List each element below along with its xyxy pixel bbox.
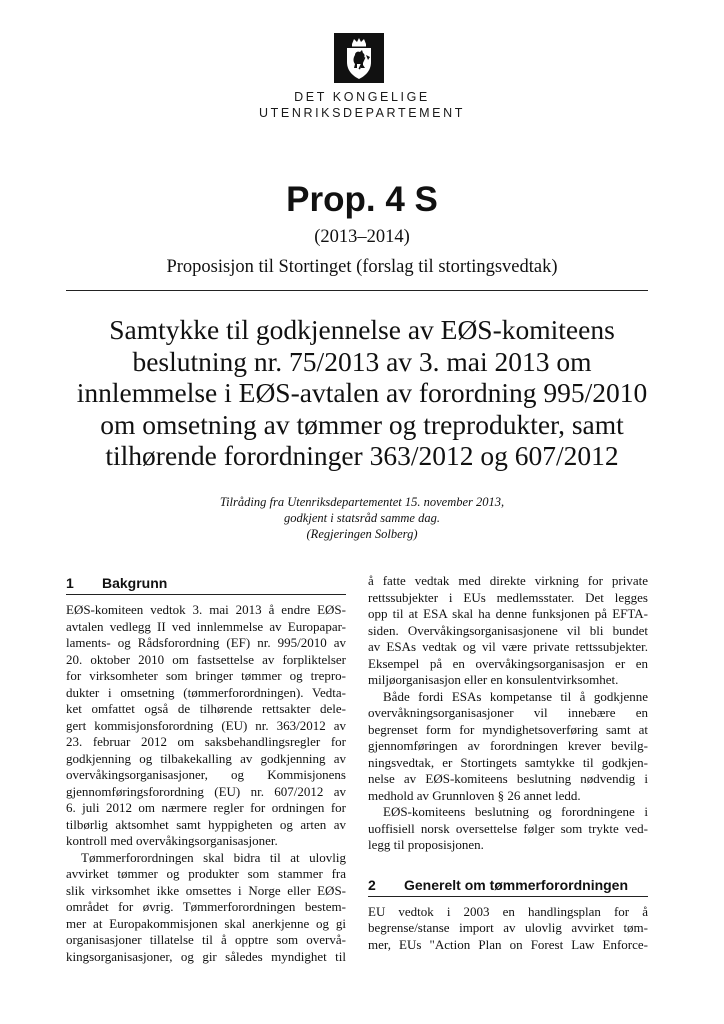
text-line: tilbørlig aktsomhet samt hyppigheten og arten av <box>66 816 346 832</box>
session-years: (2013–2014) <box>314 227 410 247</box>
text-line: Både fordi ESAs kompetanse til å godkjenne <box>383 688 648 704</box>
section-number: 2 <box>368 876 376 893</box>
text-line: gjennomføringsforordning (EU) nr. 607/2012 av <box>66 783 346 799</box>
recommendation-line: (Regjeringen Solberg) <box>306 527 418 541</box>
text-line: 6. juli 2012 om nærmere regler for ordningen for <box>66 800 346 815</box>
proposition-type: Proposisjon til Stortinget (forslag til stortingsvedtak) <box>166 257 558 277</box>
text-line: mer, EUs "Action Plan on Forest Law Enforce- <box>368 936 648 952</box>
text-line: godkjenning og tilbakekalling av godkjenning av <box>66 750 346 766</box>
text-line: EØS-komiteens beslutning og forordningene i <box>383 804 648 819</box>
text-line: 23. februar 2012 om saksbehandlingsregler for <box>66 734 346 749</box>
main-title-line: tilhørende forordninger 363/2012 og 607/2012 <box>105 440 619 471</box>
norwegian-royal-coat-of-arms-icon <box>334 33 384 83</box>
recommendation-note <box>0 494 724 542</box>
text-line: begrenset form for myndighetsoverføring samt at <box>368 721 648 737</box>
text-line: miljøorganisasjon eller en konsulentvirksomhet. <box>368 672 619 687</box>
text-line: siden. Overvåkingsorganisasjonene vil bli bundet <box>368 622 648 638</box>
text-line: medhold av Grunnloven § 26 annet ledd. <box>368 787 581 803</box>
recommendation-line: Tilråding fra Utenriksdepartementet 15. november 2013, <box>219 495 505 509</box>
text-line: ket omfattet også de tilhørende rettsakter dele- <box>66 701 346 716</box>
text-line: overvåkningsorganisasjoner vil innebære en <box>368 705 648 720</box>
section-number: 1 <box>66 575 74 591</box>
main-title-line: Samtykke til godkjennelse av EØS-komiteens <box>109 314 615 345</box>
text-line: Eksempel på en overvåkingsorganisasjon er en <box>368 655 648 671</box>
section-2-heading <box>368 876 648 897</box>
text-line: opp til at ESA skal ha denne funksjonen på EFTA- <box>368 606 648 621</box>
text-line: ningsvedtak, er Stortingets samtykke til godkjen- <box>368 754 648 770</box>
text-line: slik virksomhet ikke omsettes i Norge eller EØS- <box>66 882 346 898</box>
text-line: EØS-komiteen vedtok 3. mai 2013 å endre EØS- <box>66 602 346 617</box>
section-title: Bakgrunn <box>102 575 168 591</box>
text-line: laments- og Rådsforordning (EF) nr. 995/2010 av <box>66 635 346 650</box>
text-line: rettssubjekter i EUs medlemsstater. Det legges <box>368 589 648 605</box>
main-title-line: beslutning nr. 75/2013 av 3. mai 2013 om <box>132 345 592 377</box>
prop-title: Prop. 4 S <box>286 180 438 219</box>
text-line: begrense/stanse import av ulovlig avvirket tøm- <box>368 920 648 935</box>
text-line: området for øvrig. Tømmerforordningen bestem- <box>66 899 346 914</box>
title-divider <box>66 290 648 291</box>
main-title-line: innlemmelse i EØS-avtalen av forordning 995/2010 <box>76 377 648 408</box>
text-line: avtalen vedlegg II ved innlemmelse av Europapar- <box>66 618 346 634</box>
text-line: Tømmerforordningen skal bidra til at ulovlig <box>81 849 346 865</box>
document-main-title <box>56 314 668 472</box>
text-line: overvåkingsorganisasjoner, og Kommisjonens <box>66 767 346 782</box>
text-line: kingsorganisasjoner, og gir således myndighet til <box>66 948 346 964</box>
ministry-name-line1: DET KONGELIGE <box>294 90 430 104</box>
text-line: 20. oktober 2010 om fastsettelse av forpliktelser <box>66 651 346 667</box>
text-line: gert kommisjonsforordning (EU) nr. 363/2012 av <box>66 717 346 733</box>
text-line: for virksomheter som bringer tømmer og trepro- <box>66 668 346 683</box>
text-line: legg til proposisjonen. <box>368 837 484 852</box>
recommendation-line: godkjent i statsråd samme dag. <box>284 511 440 525</box>
text-line: gjennomføringen av forordningen krever bevilg- <box>368 738 648 753</box>
left-column <box>66 574 346 965</box>
text-line: mer at Europakommisjonen skal anerkjenne og gi <box>66 915 346 931</box>
text-line: organisasjoner tillatelse til å opptre som overvå- <box>66 932 346 947</box>
text-line: uoffisiell norsk oversettelse følger som trykte ved- <box>368 820 648 836</box>
text-line: av ESAs vedtak og vil være private rettssubjekter. <box>368 639 648 654</box>
main-title-line: om omsetning av tømmer og treprodukter, samt <box>100 408 624 440</box>
text-line: å fatte vedtak med direkte virkning for private <box>368 573 648 588</box>
text-line: nelse av EØS-komiteens beslutning nødvendig i <box>368 771 648 786</box>
text-line: avvirket tømmer og produkter som stammer fra <box>66 866 346 881</box>
section-1-heading <box>66 574 346 595</box>
section-title: Generelt om tømmerforordningen <box>404 876 629 893</box>
text-line: dukter i omsetning (tømmerforordningen). Vedta- <box>66 684 346 700</box>
text-line: kontroll med overvåkingsorganisasjoner. <box>66 833 278 848</box>
right-column <box>368 573 648 953</box>
ministry-name-line2: UTENRIKSDEPARTEMENT <box>259 106 465 120</box>
text-line: EU vedtok i 2003 en handlingsplan for å <box>368 903 648 919</box>
